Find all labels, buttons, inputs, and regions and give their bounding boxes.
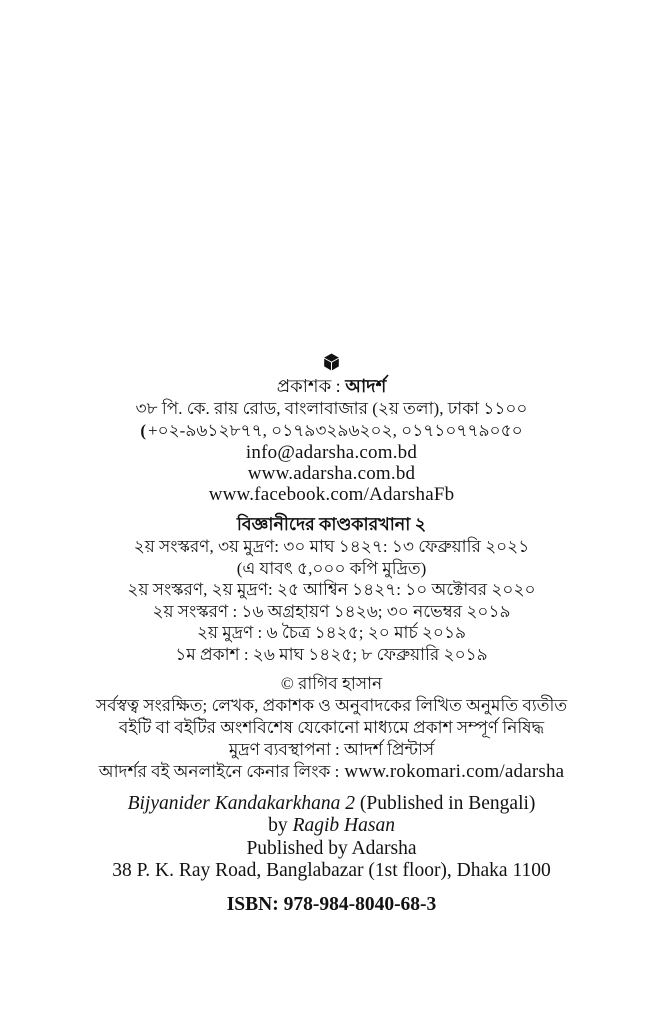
copyright-line: © রাগিব হাসান (280, 673, 383, 693)
by-label: by (268, 815, 288, 837)
published-by-line: Published by Adarsha (246, 837, 417, 859)
publisher-address-bn: ৩৮ পি. কে. রায় রোড, বাংলাবাজার (২য় তলা), ঢাকা ১১০০ (135, 399, 528, 418)
author-name: Ragib Hasan (292, 815, 395, 837)
english-address-line: 38 P. K. Ray Road, Banglabazar (1st floor), Dhaka 1100 (112, 860, 551, 882)
english-title: Bijyanider Kandakarkhana 2 (127, 792, 356, 814)
spacer (0, 505, 663, 512)
publisher-website: www.adarsha.com.bd (247, 463, 416, 484)
edition-history-line: (এ যাবৎ ৫,০০০ কপি মুদ্রিত) (236, 558, 427, 578)
edition-history-line: ২য় সংস্করণ, ৩য় মুদ্রণ: ৩০ মাঘ ১৪২৭: ১৩ ফেব্রুয়ারি ২০২১ (133, 537, 530, 556)
publisher-facebook: www.facebook.com/AdarshaFb (208, 484, 455, 505)
colophon-content (0, 352, 663, 917)
edition-history-line: ২য় সংস্করণ, ২য় মুদ্রণ: ২৫ আশ্বিন ১৪২৭: ১০ অক্টোবর ২০২০ (127, 580, 536, 600)
phone-line (0, 420, 663, 442)
adarsha-cube-logo-icon (323, 353, 340, 370)
publisher-email: info@adarsha.com.bd (245, 442, 418, 463)
phone-icon: ( (140, 421, 146, 440)
edition-history-line: ২য় মুদ্রণ : ৬ চৈত্র ১৪২৫; ২০ মার্চ ২০১৯ (196, 623, 467, 643)
buy-link-line (0, 761, 663, 783)
book-title-bn: বিজ্ঞানীদের কাণ্ডকারখানা ২ (236, 514, 427, 534)
english-title-line (0, 793, 663, 816)
spacer (0, 666, 663, 673)
edition-history-line: ২য় সংস্করণ : ১৬ অগ্রহায়ণ ১৪২৬; ৩০ নভেম্বর ২০১৯ (152, 601, 511, 621)
spacer (0, 883, 663, 893)
buy-link-label: আদর্শর বই অনলাইনে কেনার লিংক : (98, 761, 340, 781)
publisher-logo-row (0, 352, 663, 372)
publisher-label: প্রকাশক : (276, 376, 341, 396)
english-title-suffix: (Published in Bengali) (355, 792, 536, 814)
buy-link-url: www.rokomari.com/adarsha (344, 760, 565, 782)
isbn-line: ISBN: 978-984-8040-68-3 (226, 893, 437, 915)
publisher-name: আদর্শ (345, 376, 387, 396)
rights-statement-line-1: সর্বস্বত্ব সংরক্ষিত; লেখক, প্রকাশক ও অনুবাদকের লিখিত অনুমতি ব্যতীত (95, 695, 568, 715)
spacer (0, 783, 663, 793)
edition-history-line: ১ম প্রকাশ : ২৬ মাঘ ১৪২৫; ৮ ফেব্রুয়ারি ২০১৯ (175, 644, 488, 664)
printing-management-line: মুদ্রণ ব্যবস্থাপনা : আদর্শ প্রিন্টার্স (228, 739, 435, 759)
rights-statement-line-2: বইটি বা বইটির অংশবিশেষ যেকোনো মাধ্যমে প্রকাশ সম্পূর্ণ নিষিদ্ধ (118, 717, 545, 737)
byline (0, 815, 663, 838)
phone-numbers: +০২-৯৬১২৮৭৭, ০১৭৯৩২৯৬২০২, ০১৭১০৭৭৯০৫০ (147, 421, 523, 440)
publisher-line (0, 374, 663, 398)
